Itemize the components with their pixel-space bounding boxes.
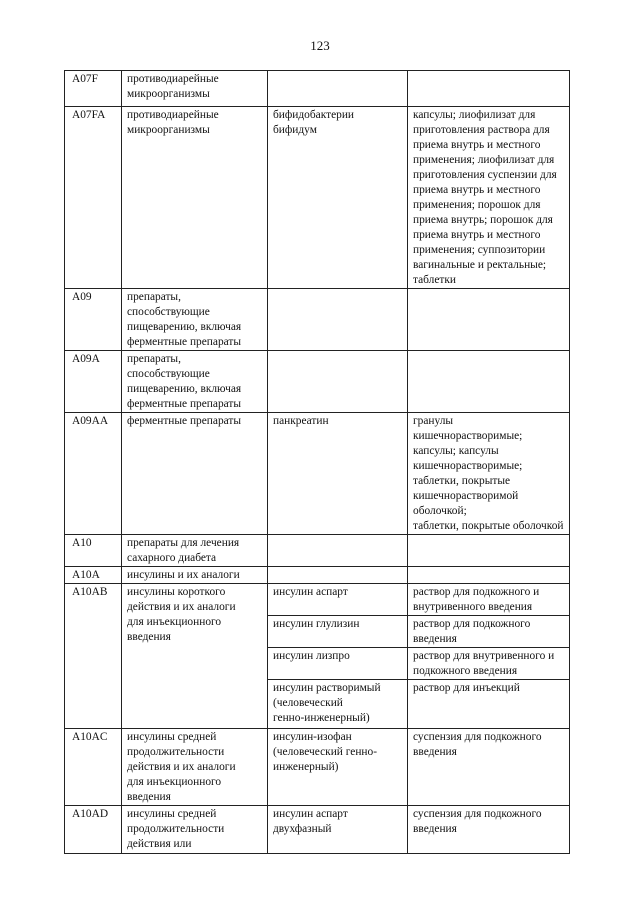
group-name: противодиарейные микроорганизмы	[127, 73, 219, 100]
drug-name: панкреатин	[273, 415, 329, 427]
form-cell	[408, 289, 570, 351]
form-cell	[408, 535, 570, 567]
atc-code-cell	[65, 413, 122, 535]
group-cell	[122, 584, 268, 729]
drug-name: инсулин растворимый (человеческий генно-инженерный)	[273, 682, 381, 724]
dosage-form: раствор для инъекций	[413, 682, 520, 694]
group-cell	[122, 535, 268, 567]
group-cell	[122, 289, 268, 351]
table-row	[65, 567, 570, 584]
group-name: инсулины короткого действия и их аналоги для инъекционного введения	[127, 586, 236, 643]
atc-code-cell	[65, 729, 122, 806]
drug-cell	[268, 648, 408, 680]
group-cell	[122, 567, 268, 584]
form-cell	[408, 71, 570, 107]
dosage-form: капсулы; лиофилизат для приготовления раствора для приема внутрь и местного применения; лиофилизат для приготовления суспензии для приема внутрь и местного применения; порошок для приема внутрь; порошок для приема внутрь и местного применения; суппозитории вагинальные и ректальные; таблетки	[413, 109, 557, 286]
form-cell	[408, 107, 570, 289]
form-cell	[408, 729, 570, 806]
atc-drug-table	[64, 70, 570, 854]
atc-code-cell	[65, 71, 122, 107]
atc-code-cell	[65, 806, 122, 854]
drug-name: инсулин-изофан (человеческий генно- инженерный)	[273, 731, 377, 773]
drug-cell	[268, 107, 408, 289]
table-row	[65, 289, 570, 351]
group-name: препараты для лечения сахарного диабета	[127, 537, 240, 564]
atc-code-cell	[65, 289, 122, 351]
drug-cell	[268, 413, 408, 535]
atc-code-cell	[65, 107, 122, 289]
drug-name: бифидобактерии бифидум	[273, 109, 355, 136]
atc-code: A10AC	[72, 731, 108, 743]
form-cell	[408, 616, 570, 648]
group-cell	[122, 806, 268, 854]
drug-name: инсулин аспарт	[273, 586, 348, 598]
group-cell	[122, 413, 268, 535]
atc-code: A09A	[72, 353, 100, 365]
form-cell	[408, 806, 570, 854]
dosage-form: суспензия для подкожного введения	[413, 731, 542, 758]
atc-code: A10A	[72, 569, 100, 581]
atc-code: A10AB	[72, 586, 108, 598]
dosage-form: раствор для внутривенного и подкожного введения	[413, 650, 555, 677]
atc-code: A10AD	[72, 808, 109, 820]
drug-cell	[268, 680, 408, 729]
form-cell	[408, 680, 570, 729]
group-name: противодиарейные микроорганизмы	[127, 109, 219, 136]
drug-cell	[268, 535, 408, 567]
drug-cell	[268, 567, 408, 584]
table-row	[65, 107, 570, 289]
table-row	[65, 71, 570, 107]
table-row	[65, 535, 570, 567]
form-cell	[408, 413, 570, 535]
group-name: инсулины и их аналоги	[127, 569, 240, 581]
dosage-form: суспензия для подкожного введения	[413, 808, 542, 835]
drug-cell	[268, 729, 408, 806]
form-cell	[408, 567, 570, 584]
atc-code: A10	[72, 537, 92, 549]
atc-code: A09AA	[72, 415, 109, 427]
drug-name: инсулин лизпро	[273, 650, 350, 662]
atc-code-cell	[65, 351, 122, 413]
form-cell	[408, 584, 570, 616]
table-row	[65, 729, 570, 806]
atc-code: A07F	[72, 73, 98, 85]
dosage-form: раствор для подкожного и внутривенного введения	[413, 586, 540, 613]
drug-cell	[268, 351, 408, 413]
form-cell	[408, 648, 570, 680]
group-name: инсулины средней продолжительности действия или	[127, 808, 225, 850]
table-row	[65, 584, 570, 616]
group-name: инсулины средней продолжительности действия и их аналоги для инъекционного введения	[127, 731, 236, 803]
drug-cell	[268, 584, 408, 616]
drug-cell	[268, 616, 408, 648]
atc-code-cell	[65, 584, 122, 729]
table-row	[65, 351, 570, 413]
group-cell	[122, 71, 268, 107]
form-cell	[408, 351, 570, 413]
group-name: ферментные препараты	[127, 415, 242, 427]
dosage-form: раствор для подкожного введения	[413, 618, 531, 645]
drug-name: инсулин аспарт двухфазный	[273, 808, 348, 835]
table-row	[65, 413, 570, 535]
drug-cell	[268, 71, 408, 107]
table-row	[65, 806, 570, 854]
group-cell	[122, 729, 268, 806]
group-cell	[122, 351, 268, 413]
drug-cell	[268, 289, 408, 351]
atc-code: A09	[72, 291, 92, 303]
atc-code-cell	[65, 567, 122, 584]
dosage-form: гранулы кишечнорастворимые; капсулы; капсулы кишечнорастворимые; таблетки, покрытые кишечнорастворимой оболочкой; таблетки, покрытые оболочкой	[413, 415, 564, 532]
atc-code-cell	[65, 535, 122, 567]
drug-cell	[268, 806, 408, 854]
atc-code: A07FA	[72, 109, 106, 121]
drug-name: инсулин глулизин	[273, 618, 360, 630]
group-name: препараты, способствующие пищеварению, включая ферментные препараты	[127, 353, 242, 410]
group-cell	[122, 107, 268, 289]
group-name: препараты, способствующие пищеварению, включая ферментные препараты	[127, 291, 242, 348]
page-number: 123	[310, 38, 330, 53]
